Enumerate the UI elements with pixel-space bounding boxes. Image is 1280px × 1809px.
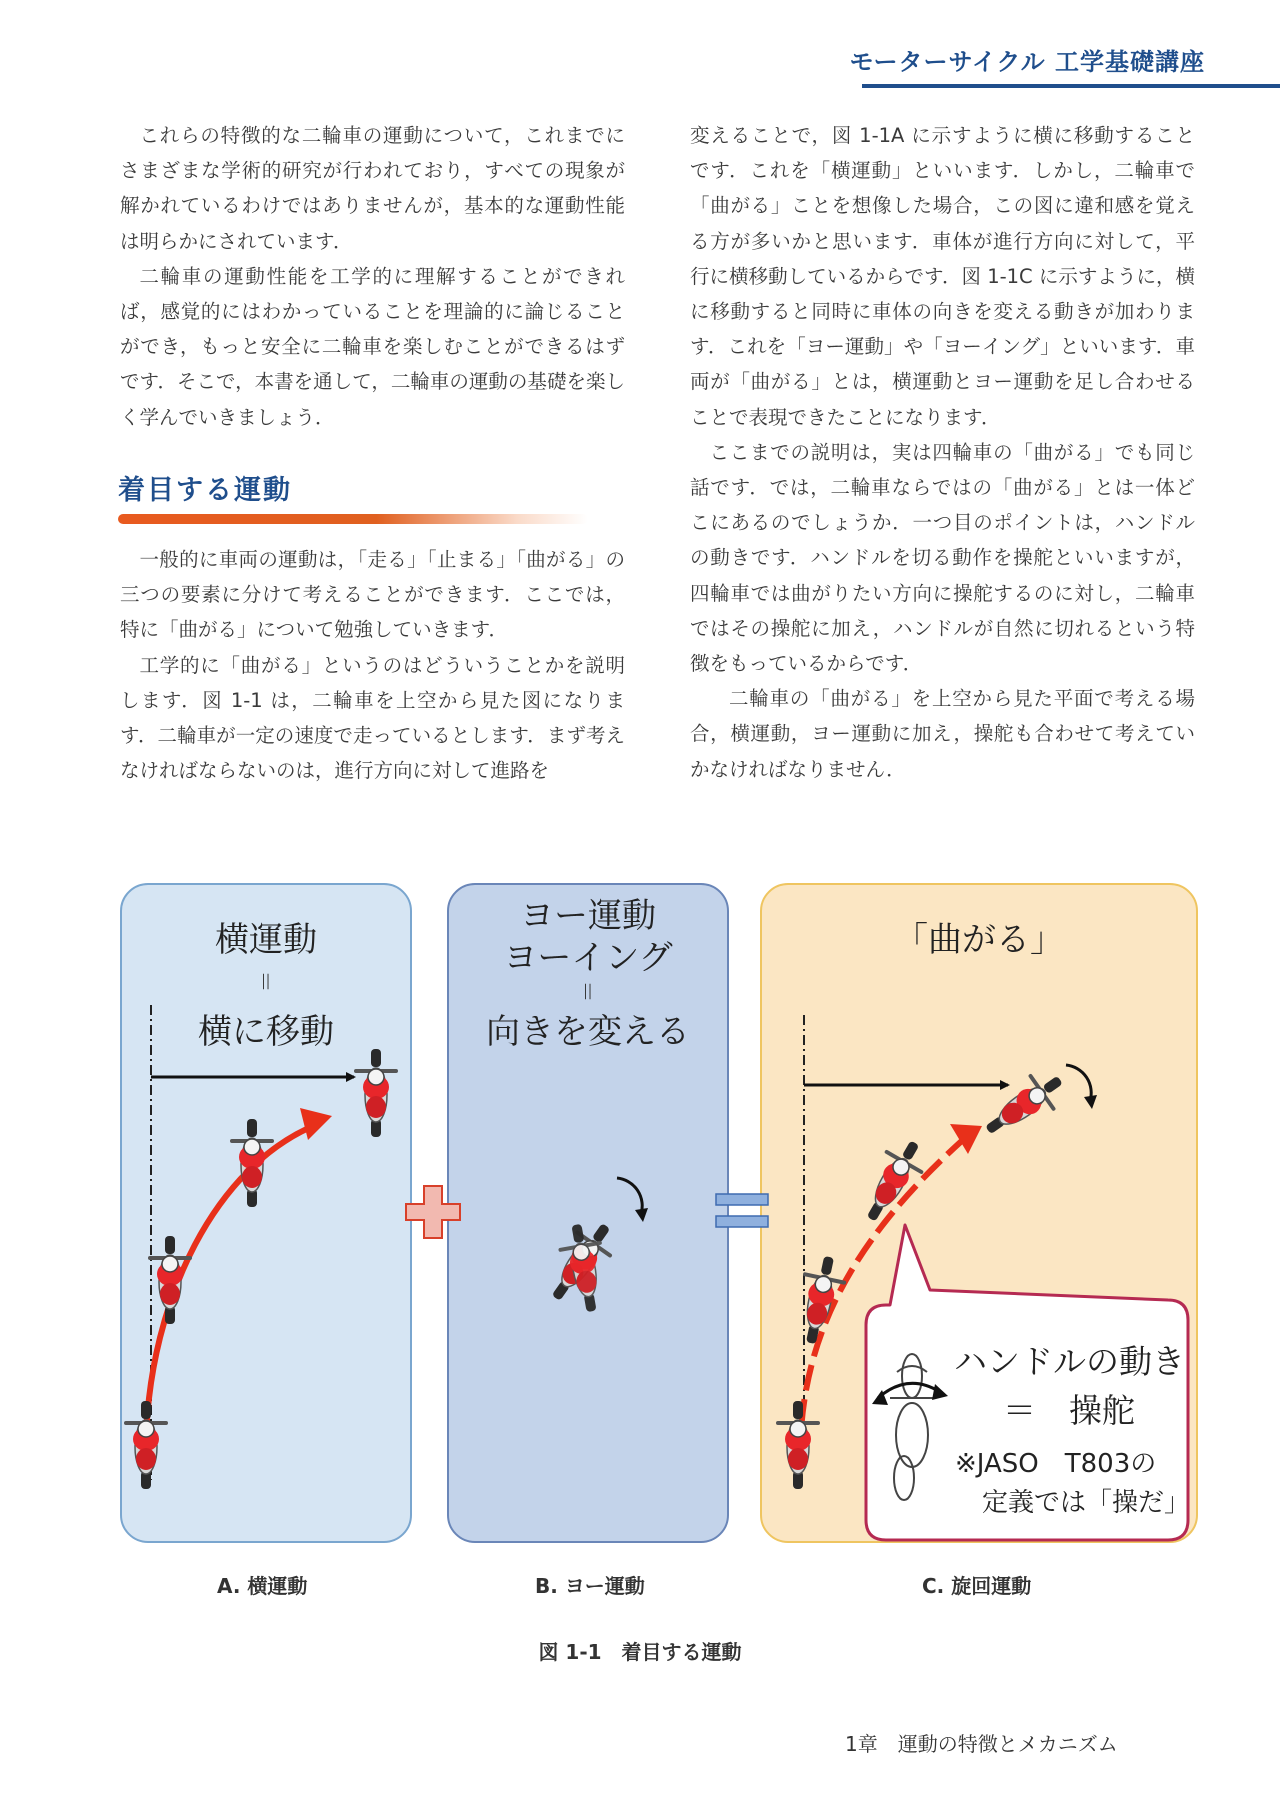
motorcycle-icon xyxy=(126,1401,166,1489)
plus-sign-icon xyxy=(406,1186,460,1238)
motorcycle-icon xyxy=(150,1236,190,1324)
caption-panel-a: A. 横運動 xyxy=(217,1574,308,1598)
panel-b-title-line2: ヨーイング xyxy=(503,938,673,978)
panel-b-subtitle: 向きを変える xyxy=(486,1012,690,1052)
caption-panel-c: C. 旋回運動 xyxy=(922,1574,1032,1598)
motorcycle-icon xyxy=(232,1119,272,1207)
equals-sign-icon xyxy=(716,1194,768,1205)
paragraph: 二輪車の「曲がる」を上空から見た平面で考える場合，横運動，ヨー運動に加え，操舵も合わせて考えていかなければなりません． xyxy=(690,687,1195,781)
paragraph: 一般的に車両の運動は，「走る」「止まる」「曲がる」の三つの要素に分けて考えることができます．ここでは，特に「曲がる」について勉強していきます． xyxy=(120,548,625,642)
motorcycle-icon xyxy=(356,1049,396,1137)
panel-b-title-line1: ヨー運動 xyxy=(520,896,656,936)
paragraph: ここまでの説明は，実は四輪車の「曲がる」でも同じ話です．では，二輪車ならではの「曲がる」とは一体どこにあるのでしょうか．一つ目のポイントは，ハンドルの動きです．ハンドルを切る動作を操舵といいますが，四輪車では曲がりたい方向に操舵するのに対し，二輪車ではその操舵に加え，ハンドルが自然に切れるという特徴をもっているからです． xyxy=(690,440,1195,676)
paragraph: 変えることで，図 1-1A に示すように横に移動することです．これを「横運動」といいます．しかし，二輪車で「曲がる」ことを想像した場合，この図に違和感を覚える方が多いかと思います．車体が進行方向に対して，平行に横移動しているからです．図 1-1C に示すように，横に移動すると同時に車体の向きを変える動きが加わります．これを「ヨー運動」や「ヨーイング」といいます．車両が「曲がる」とは，横運動とヨー運動を足し合わせることで表現できたことになります． xyxy=(690,124,1195,429)
footer-chapter: 1章 運動の特徴とメカニズム xyxy=(845,1732,1118,1756)
callout-steering-equals: ＝ 操舵 xyxy=(1003,1391,1135,1430)
running-header-title: モーターサイクル 工学基礎講座 xyxy=(849,48,1205,76)
figure-caption: 図 1-1 着目する運動 xyxy=(538,1640,742,1664)
caption-panel-b: B. ヨー運動 xyxy=(535,1574,645,1598)
paragraph: これらの特徴的な二輪車の運動について，これまでにさまざまな学術的研究が行われており，すべての現象が解かれているわけではありませんが，基本的な運動性能は明らかにされています． xyxy=(120,124,625,253)
panel-c-title: 「曲がる」 xyxy=(894,920,1064,960)
panel-b-equals: ＝ xyxy=(573,980,599,1003)
panel-a-title: 横運動 xyxy=(215,920,317,960)
paragraph: 工学的に「曲がる」というのはどういうことかを説明します．図 1-1 は，二輪車を上空から見た図になります．二輪車が一定の速度で走っているとします．まず考えなければならないのは，進行方向に対して進路を xyxy=(120,653,625,783)
callout-note-line2: 定義では「操だ」 xyxy=(982,1488,1191,1518)
paragraph: 二輪車の運動性能を工学的に理解することができれば，感覚的にはわかっていることを理論的に論じることができ，もっと安全に二輪車を楽しむことができるはずです．そこで，本書を通して，二輪車の運動の基礎を楽しく学んでいきましょう． xyxy=(120,264,625,429)
panel-a-subtitle: 横に移動 xyxy=(198,1012,334,1052)
section-heading: 着目する運動 xyxy=(118,475,292,506)
panel-a-trajectory-arrowhead xyxy=(300,1108,332,1140)
callout-note-line1: ※JASO T803の xyxy=(955,1449,1157,1479)
callout-steering-label: ハンドルの動き xyxy=(954,1342,1185,1381)
panel-a-equals: ＝ xyxy=(251,970,277,993)
yaw-rotation-icon xyxy=(1066,1065,1097,1109)
yaw-rotation-icon xyxy=(617,1178,648,1222)
motorcycle-icon xyxy=(778,1401,818,1489)
motorcycle-icon xyxy=(976,1063,1071,1146)
